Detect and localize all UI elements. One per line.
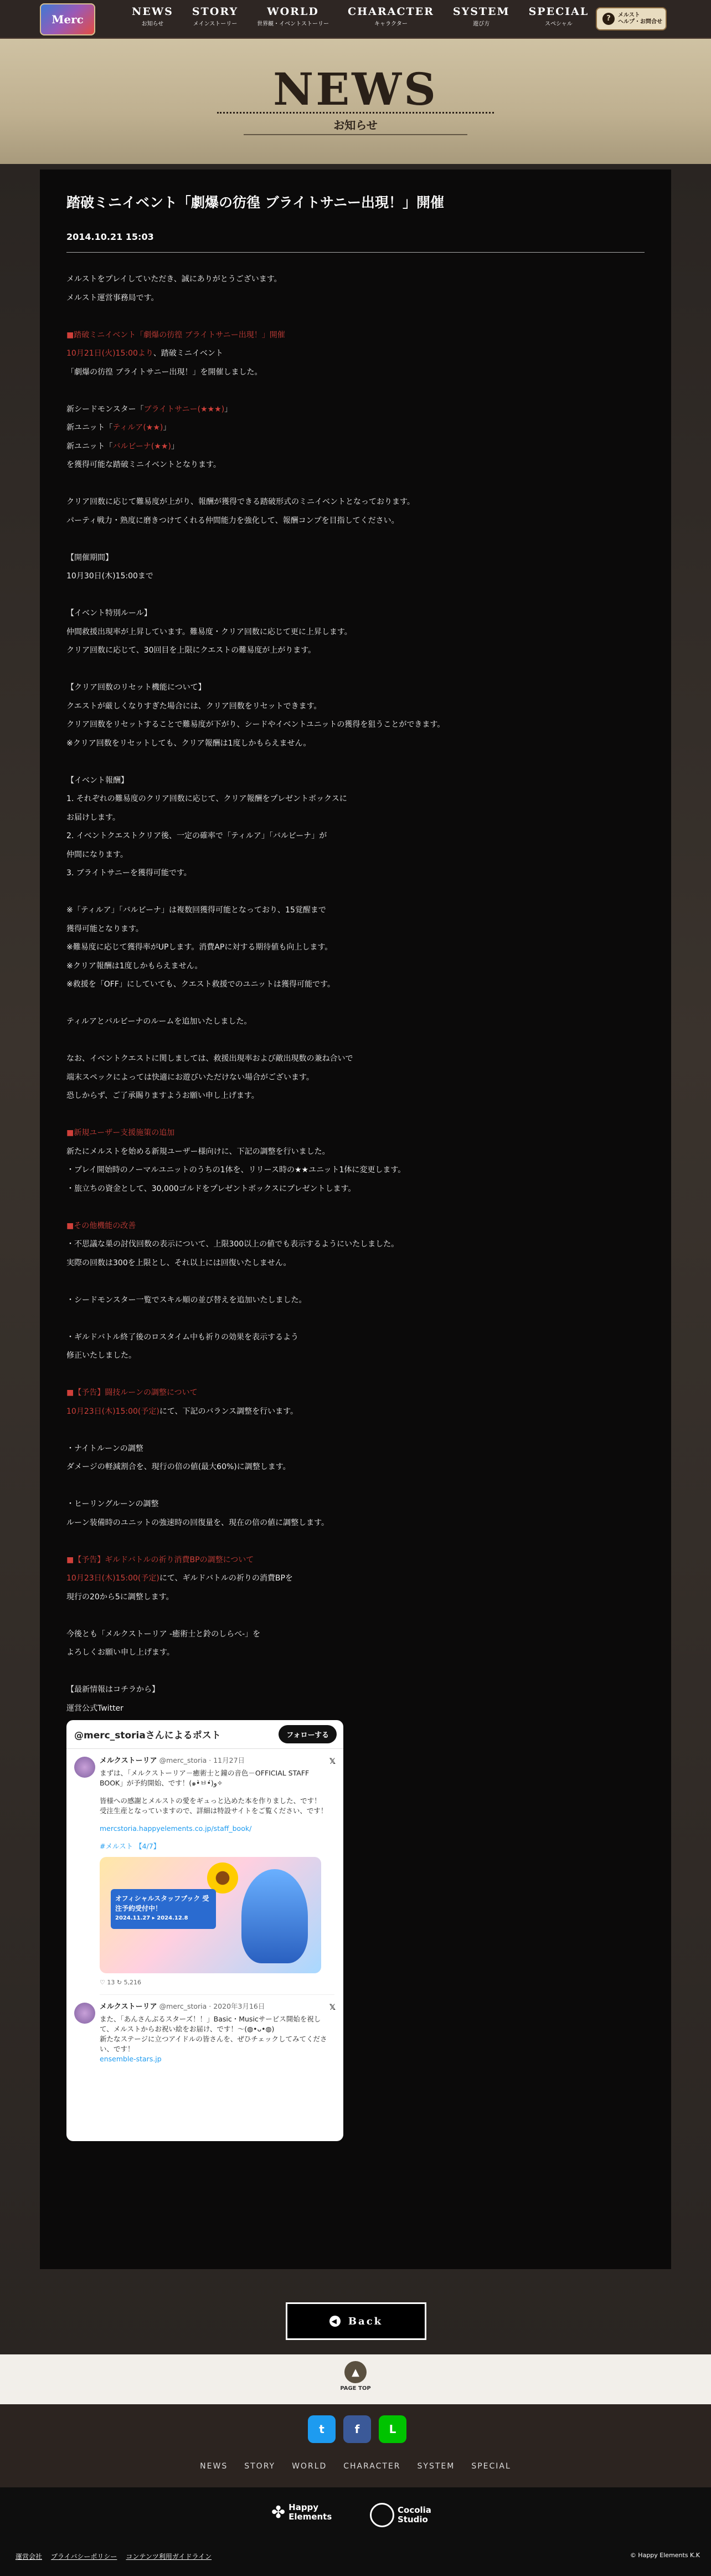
- article-line: [66, 1032, 645, 1050]
- divider: [217, 112, 494, 114]
- article-line: [66, 1106, 645, 1125]
- nav-item-character[interactable]: CHARACTER キャラクター: [348, 6, 434, 27]
- article-line: ※「ティルア」「バルビーナ」は複数回獲得可能となっており、15覚醒まで: [66, 906, 326, 915]
- clover-icon: ✤: [271, 2502, 286, 2522]
- article-line: [66, 1366, 645, 1384]
- page-top-button[interactable]: ▲ PAGE TOP: [340, 2361, 371, 2392]
- article-line: [66, 1477, 645, 1496]
- image-banner: オフィシャルスタッフブック 受注予約受付中！ 2024.11.27 ▸ 2024.12.8: [111, 1889, 216, 1929]
- cocolia-mark-icon: [370, 2503, 394, 2527]
- article-line: 10月21日(火)15:00より、踏破ミニイベント: [66, 349, 223, 358]
- nav-item-news[interactable]: NEWS お知らせ: [132, 6, 173, 27]
- article-line: ■踏破ミニイベント「劇爆の彷徨 ブライトサニー出現！」開催: [66, 330, 285, 340]
- company-link[interactable]: 運営会社: [16, 2553, 43, 2560]
- article-line: クリア回数をリセットすることで難易度が下がり、シードやイベントユニットの獲得を狙うことができます。: [66, 720, 445, 729]
- x-logo-icon: 𝕏: [329, 1757, 336, 1766]
- article-line: [66, 660, 645, 679]
- article-line: 2. イベントクエストクリア後、一定の確率で「ティルア」「バルビーナ」が: [66, 832, 327, 840]
- avatar: [74, 2003, 95, 2024]
- article-line: ・ヒーリングルーンの調整: [66, 1500, 159, 1508]
- line-icon[interactable]: L: [379, 2415, 406, 2443]
- tweet-image[interactable]: [100, 1857, 321, 1973]
- article-line: [66, 1272, 645, 1291]
- divider: [244, 134, 467, 135]
- article-line: 「劇爆の彷徨 ブライトサニー出現！」を開催しました。: [66, 367, 262, 377]
- privacy-link[interactable]: プライバシーポリシー: [51, 2553, 117, 2560]
- copyright: © Happy Elements K.K: [630, 2552, 700, 2559]
- footer-link-special[interactable]: SPECIAL: [471, 2462, 511, 2471]
- article-line: ・不思議な巣の討伐回数の表示について、上限300以上の値でも表示するようにいたしました。: [66, 1240, 399, 1249]
- x-logo-icon: 𝕏: [329, 2003, 336, 2012]
- article-line: 新ユニット「バルビーナ(★★)」: [66, 442, 179, 451]
- article-line: 仲間になります。: [66, 850, 128, 859]
- article-line: [66, 586, 645, 605]
- footer-link-world[interactable]: WORLD: [292, 2462, 327, 2471]
- article-line: 端末スペックによっては快適にお遊びいただけない場合がございます。: [66, 1073, 314, 1082]
- article-line: 【クリア回数のリセット機能について】: [66, 683, 206, 692]
- article-title: 踏破ミニイベント「劇爆の彷徨 ブライトサニー出現！」開催: [66, 194, 444, 211]
- article-line: ・シードモンスター一覧でスキル順の並び替えを追加いたしました。: [66, 1295, 307, 1305]
- article-line: なお、イベントクエストに関しましては、救援出現率および敵出現数の兼ね合いで: [66, 1054, 353, 1063]
- article-body: [66, 270, 645, 1718]
- article-line: 新ユニット「ティルア(★★)」: [66, 423, 171, 432]
- article-panel: [40, 170, 671, 2269]
- nav-item-special[interactable]: SPECIAL スペシャル: [528, 6, 589, 27]
- tweet[interactable]: 𝕏 メルクストーリア @merc_storia · 11月27日 まずは、「メルクストーリア－癒術士と鐘の音色－OFFICIAL STAFF BOOK」が予約開始、です！(๑•̀ㅂ•́)و✧ 皆様への感謝とメルストの愛をギュっと込めた本を作りました、です！ 受注生産となっていますので、詳細は特設サイトをご覧ください、です！ mercstoria.happyelements.co.jp/staff_book/ #メルスト 【4/7】 オフィシャルスタッフブック 受注予約受付中！ 2024.11.27 ▸ 2024.12.8 ♡ 13 ↻ 5,216: [66, 1749, 343, 1995]
- bottom-bar: [0, 2487, 711, 2576]
- nav-item-story[interactable]: STORY メインストーリー: [192, 6, 239, 27]
- footer-nav: [0, 2462, 711, 2471]
- nav-items: [132, 6, 589, 27]
- article-line: クリア回数に応じて、30回目を上限にクエストの難易度が上がります。: [66, 646, 316, 655]
- article-line: 10月30日(木)15:00まで: [66, 572, 153, 581]
- article-line: 【イベント特別ルール】: [66, 609, 152, 618]
- article-line: [66, 1198, 645, 1217]
- article-line: [66, 307, 645, 326]
- tweet-link[interactable]: mercstoria.happyelements.co.jp/staff_book/: [100, 1824, 252, 1833]
- article-line: を獲得可能な踏破ミニイベントとなります。: [66, 460, 221, 469]
- article-line: [66, 994, 645, 1013]
- article-line: [66, 1421, 645, 1440]
- article-date: 2014.10.21 15:03: [66, 232, 154, 242]
- article-line: ・ナイトルーンの調整: [66, 1444, 143, 1453]
- article-line: ※難易度に応じて獲得率がUPします。消費APに対する期待値も向上します。: [66, 943, 333, 952]
- footer-link-system[interactable]: SYSTEM: [417, 2462, 455, 2471]
- article-line: 仲間救援出現率が上昇しています。難易度・クリア回数に応じて更に上昇します。: [66, 627, 352, 637]
- legal-links: [16, 2552, 212, 2561]
- character-image: [241, 1869, 308, 1963]
- happy-elements-logo[interactable]: ✤ Happy Elements: [271, 2502, 332, 2522]
- page-body: [0, 164, 711, 2363]
- divider: [66, 252, 645, 253]
- article-line: ティルアとバルビーナのルームを追加いたしました。: [66, 1017, 252, 1026]
- article-line: [66, 1310, 645, 1328]
- article-line: [66, 1662, 645, 1681]
- nav-item-world[interactable]: WORLD 世界観・イベントストーリー: [257, 6, 329, 27]
- twitter-icon[interactable]: t: [308, 2415, 336, 2443]
- article-line: ルーン装備時のユニットの強速時の回復量を、現在の倍の値に調整します。: [66, 1518, 329, 1527]
- article-line: クリア回数に応じて難易度が上がり、報酬が獲得できる踏破形式のミニイベントとなっております。: [66, 497, 415, 506]
- question-icon: ?: [602, 13, 615, 25]
- article-line: 3. ブライトサニーを獲得可能です。: [66, 869, 192, 878]
- article-line: 10月23日(木)15:00(予定)にて、下記のバランス調整を行います。: [66, 1407, 298, 1416]
- article-line: ■その他機能の改善: [66, 1221, 136, 1230]
- post-header: @merc_storiaさんによるポスト フォローする: [66, 1720, 343, 1749]
- article-line: ■【予告】闘技ルーンの調整について: [66, 1388, 198, 1397]
- article-line: 修正いたしました。: [66, 1351, 136, 1360]
- article-line: ■新規ユーザー支援施策の追加: [66, 1128, 175, 1137]
- article-line: 実際の回数は300を上限とし、それ以上には回復いたしません。: [66, 1258, 291, 1268]
- article-line: ■【予告】ギルドバトルの祈り消費BPの調整について: [66, 1555, 254, 1564]
- article-line: パーティ戦力・熟度に磨きつけてくれる仲間能力を強化して、報酬コンプを目指してください。: [66, 516, 399, 525]
- cocolia-studio-logo[interactable]: Cocolia Studio: [370, 2503, 431, 2527]
- page-title: NEWS: [273, 63, 438, 115]
- article-line: ダメージの軽減割合を、現行の倍の値(最大60%)に調整します。: [66, 1463, 291, 1471]
- article-line: お届けします。: [66, 813, 120, 822]
- page-subtitle: お知らせ: [333, 119, 378, 132]
- article-line: [66, 1532, 645, 1551]
- article-line: 1. それぞれの難易度のクリア回数に応じて、クリア報酬をプレゼントボックスに: [66, 794, 347, 803]
- article-line: 【イベント報酬】: [66, 776, 128, 785]
- article-line: ・旅立ちの資金として、30,000ゴルドをプレゼントボックスにプレゼントします。: [66, 1184, 356, 1193]
- article-line: [66, 883, 645, 902]
- nav-item-system[interactable]: SYSTEM 遊び方: [452, 6, 510, 27]
- facebook-icon[interactable]: f: [343, 2415, 371, 2443]
- arrow-left-icon: ◀: [329, 2316, 341, 2327]
- article-line: [66, 475, 645, 494]
- back-button[interactable]: ◀ Back: [286, 2302, 426, 2340]
- top-nav: [0, 0, 711, 39]
- article-line: ※クリア報酬は1度しかもらえません。: [66, 961, 203, 971]
- article-line: ・ギルドバトル終了後のロスタイム中も祈りの効果を表示するよう: [66, 1332, 299, 1342]
- article-line: 10月23日(木)15:00(予定)にて、ギルドバトルの祈りの消費BPを: [66, 1574, 293, 1583]
- article-line: 新シードモンスター「ブライトサニー(★★★)」: [66, 404, 233, 414]
- news-hero: [0, 39, 711, 164]
- article-line: 今後とも「メルクストーリア -癒術士と鈴のしらべ-」を: [66, 1629, 261, 1639]
- embedded-post[interactable]: [66, 1720, 343, 2141]
- footer-link-news[interactable]: NEWS: [200, 2462, 228, 2471]
- article-line: メルスト運営事務局です。: [66, 293, 159, 302]
- article-line: 現行の20から5に調整します。: [66, 1592, 174, 1602]
- article-line: 新たにメルストを始める新規ユーザー様向けに、下記の調整を行いました。: [66, 1147, 330, 1156]
- article-line: [66, 382, 645, 401]
- article-line: ・プレイ開始時のノーマルユニットのうちの1体を、リリース時の★★ユニット1体に変更します。: [66, 1166, 406, 1174]
- article-line: よろしくお願い申し上げます。: [66, 1648, 174, 1657]
- article-line: [66, 753, 645, 772]
- hashtag[interactable]: #メルスト 【4/7】: [100, 1842, 161, 1850]
- article-line: メルストをプレイしていただき、誠にありがとうございます。: [66, 275, 282, 284]
- article-line: 【最新情報はコチラから】: [66, 1685, 159, 1694]
- footer: [0, 2404, 711, 2487]
- article-line: 【開催期間】: [66, 553, 113, 562]
- article-line: 恐しからず、ご了承賜りますようお願い申し上げます。: [66, 1091, 259, 1100]
- avatar: [74, 1757, 95, 1778]
- follow-button[interactable]: フォローする: [279, 1725, 337, 1743]
- article-line: [66, 1607, 645, 1625]
- tweet-stats: ♡ 13 ↻ 5,216: [100, 1978, 334, 1995]
- tweet[interactable]: 𝕏 メルクストーリア @merc_storia · 2020年3月16日 また、「あんさんぶるスターズ！！」Basic・Musicサービス開始を祝して、メルストからお祝い絵をお届け、です！～(◍•ᴗ•◍) 新たなステージに立つアイドルの皆さんを、ぜひチェックしてみてください、です！ ensemble-stars.jp: [66, 1995, 343, 2064]
- help-button[interactable]: ? メルスト ヘルプ・お問合せ: [596, 7, 667, 30]
- article-line: 運営公式Twitter: [66, 1703, 123, 1713]
- guideline-link[interactable]: コンテンツ利用ガイドライン: [126, 2553, 212, 2560]
- arrow-up-icon: ▲: [344, 2361, 367, 2383]
- article-line: 獲得可能となります。: [66, 924, 143, 933]
- article-line: ※クリア回数をリセットしても、クリア報酬は1度しかもらえません。: [66, 738, 311, 748]
- article-line: クエストが厳しくなりすぎた場合には、クリア回数をリセットできます。: [66, 701, 322, 711]
- tweet-link[interactable]: ensemble-stars.jp: [100, 2055, 162, 2063]
- footer-link-story[interactable]: STORY: [244, 2462, 276, 2471]
- game-logo[interactable]: Merc: [40, 3, 95, 35]
- article-line: [66, 530, 645, 549]
- article-line: ※救援を「OFF」にしていても、クエスト救援でのユニットは獲得可能です。: [66, 980, 335, 989]
- social-links: [308, 2415, 406, 2443]
- footer-link-character[interactable]: CHARACTER: [343, 2462, 401, 2471]
